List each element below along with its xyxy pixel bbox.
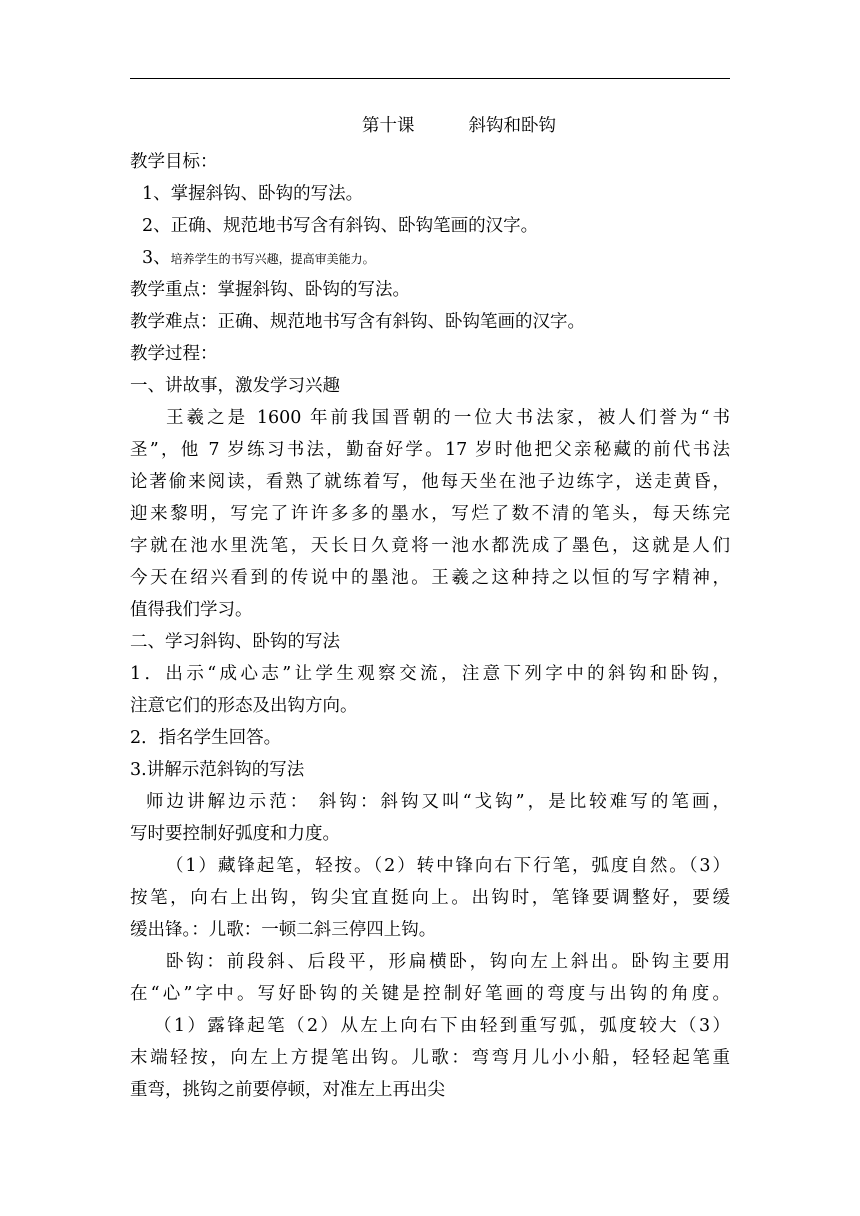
demo-line: 师边讲解边示范： 斜钩：斜钩又叫“戈钩”，是比较难写的笔画， xyxy=(146,792,730,812)
lesson-number: 第十课 xyxy=(362,116,415,136)
story-line: 值得我们学习。 xyxy=(130,600,253,620)
document-body xyxy=(130,110,730,1106)
lesson-topic: 斜钩和卧钩 xyxy=(468,116,556,136)
step-line: 注意它们的形态及出钩方向。 xyxy=(130,696,358,716)
goal-item: 1、掌握斜钩、卧钩的写法。 xyxy=(142,184,364,204)
xiegou-step-line: 缓出锋。：儿歌：一顿二斜三停四上钩。 xyxy=(130,920,437,940)
step-line: 1．出示“成心志”让学生观察交流，注意下列字中的斜钩和卧钩， xyxy=(130,664,730,684)
goal-item xyxy=(130,242,730,274)
story-line: 圣”，他 7 岁练习书法，勤奋好学。17 岁时他把父亲秘藏的前代书法 xyxy=(130,440,730,460)
story-line: 王羲之是 1600 年前我国晋朝的一位大书法家，被人们誉为“书 xyxy=(166,408,730,428)
goal-text: 培养学生的书写兴趣，提高审美能力。 xyxy=(170,252,375,266)
step-line: 2．指名学生回答。 xyxy=(130,728,282,748)
demo-line: 写时要控制好弧度和力度。 xyxy=(130,824,340,844)
goal-item: 2、正确、规范地书写含有斜钩、卧钩笔画的汉字。 xyxy=(142,216,539,236)
key-point: 教学重点：掌握斜钩、卧钩的写法。 xyxy=(130,280,410,300)
xiegou-step-line: （1）藏锋起笔，轻按。（2）转中锋向右下行笔，弧度自然。（3） xyxy=(166,856,730,876)
wogou-step-line: 末端轻按，向左上方提笔出钩。儿歌：弯弯月儿小小船，轻轻起笔重 xyxy=(130,1048,730,1068)
wogou-step-line: （1）露锋起笔（2）从左上向右下由轻到重写弧，弧度较大（3） xyxy=(154,1016,730,1036)
lesson-title xyxy=(130,110,730,142)
xiegou-step-line: 按笔，向右上出钩，钩尖宜直挺向上。出钩时，笔锋要调整好，要缓 xyxy=(130,888,730,908)
process-heading: 教学过程： xyxy=(130,344,218,364)
goal-number: 3、 xyxy=(142,248,171,268)
section-heading: 二、学习斜钩、卧钩的写法 xyxy=(130,632,340,652)
story-line: 迎来黎明，写完了许许多多的墨水，写烂了数不清的笔头，每天练完 xyxy=(130,504,730,524)
story-line: 今天在绍兴看到的传说中的墨池。王羲之这种持之以恒的写字精神， xyxy=(130,568,730,588)
header-rule xyxy=(130,78,730,79)
wogou-step-line: 重弯，挑钩之前要停顿，对准左上再出尖 xyxy=(130,1080,445,1100)
section-heading: 一、讲故事，激发学习兴趣 xyxy=(130,376,340,396)
goals-heading: 教学目标： xyxy=(130,152,218,172)
story-line: 论著偷来阅读，看熟了就练着写，他每天坐在池子边练字，送走黄昏， xyxy=(130,472,730,492)
wogou-line: 在“心”字中。写好卧钩的关键是控制好笔画的弯度与出钩的角度。 xyxy=(130,984,730,1004)
difficulty: 教学难点：正确、规范地书写含有斜钩、卧钩笔画的汉字。 xyxy=(130,312,585,332)
step-line: 3.讲解示范斜钩的写法 xyxy=(130,760,305,780)
wogou-line: 卧钩：前段斜、后段平，形扁横卧，钩向左上斜出。卧钩主要用 xyxy=(166,952,730,972)
story-line: 字就在池水里洗笔，天长日久竟将一池水都洗成了墨色，这就是人们 xyxy=(130,536,730,556)
